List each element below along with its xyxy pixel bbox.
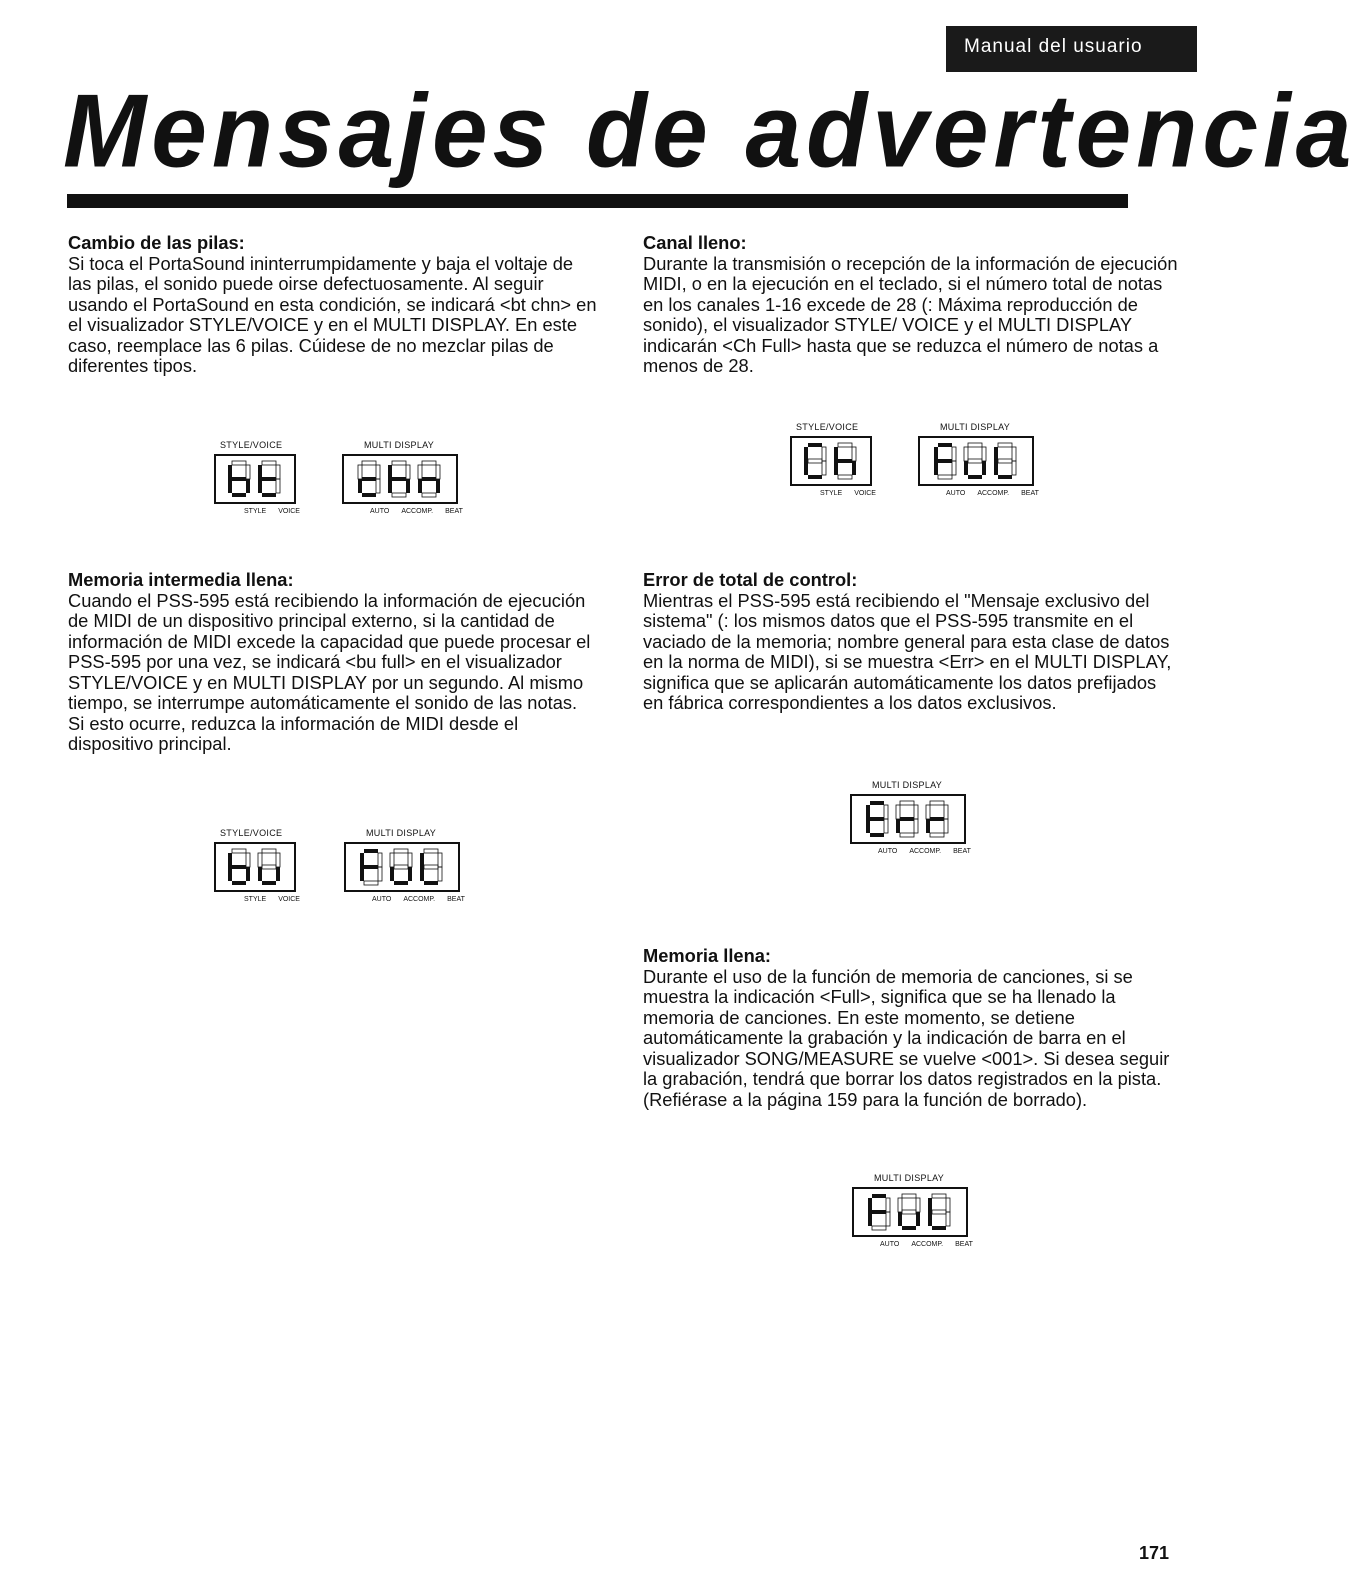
segment-e xyxy=(896,819,900,833)
segment-g xyxy=(232,865,246,869)
segment-b xyxy=(436,465,440,479)
sub-label: ACCOMP. xyxy=(909,848,942,855)
seven-seg-digits xyxy=(863,800,953,838)
segment-d xyxy=(362,493,376,497)
segment-d xyxy=(938,475,952,479)
segment-c xyxy=(436,479,440,493)
segment-d xyxy=(232,881,246,885)
segment-e xyxy=(866,819,870,833)
segment-g xyxy=(394,865,408,869)
segment-c xyxy=(884,819,888,833)
segment-b xyxy=(944,805,948,819)
lcd-panel xyxy=(344,842,460,892)
segment-g xyxy=(968,459,982,463)
segment-d xyxy=(424,881,438,885)
segment-g xyxy=(422,477,436,481)
segment-e xyxy=(390,867,394,881)
segment-d xyxy=(838,475,852,479)
display-sub-labels xyxy=(244,896,312,903)
section-channel-full xyxy=(643,233,1178,377)
segment-g xyxy=(364,865,378,869)
segment-f xyxy=(388,465,392,479)
segment-b xyxy=(246,465,250,479)
segment-c xyxy=(946,1212,950,1226)
sub-label: BEAT xyxy=(445,508,463,515)
segment-f xyxy=(258,853,262,867)
segment-a xyxy=(364,849,378,853)
segment-g xyxy=(392,477,406,481)
sub-label: BEAT xyxy=(1021,490,1039,497)
segment-b xyxy=(1012,447,1016,461)
sub-label: VOICE xyxy=(278,508,300,515)
sub-label: STYLE xyxy=(244,508,267,515)
segment-e xyxy=(834,461,838,475)
segment-g xyxy=(362,477,376,481)
segment-e xyxy=(928,1212,932,1226)
display-sub-labels xyxy=(946,490,1051,497)
section-body: Durante el uso de la función de memoria de canciones, si se muestra la indicación <Full>, significa que se ha llenado la memoria de canciones. En este momento, se detiene automáticamente la grabación y la indicación de barra en el visualizador SONG/MEASURE se vuelve <001>. Si desea seguir la grabación, tendrá que borrar los datos registrados en la pista. (Refiérase a la página 159 para la función de borrado). xyxy=(643,965,1170,1110)
section-heading: Cambio de las pilas: xyxy=(68,232,245,253)
display-sub-labels xyxy=(820,490,888,497)
segment-d xyxy=(262,881,276,885)
segment-e xyxy=(228,867,232,881)
segment-f xyxy=(928,1198,932,1212)
segment-f xyxy=(418,465,422,479)
segment-f xyxy=(390,853,394,867)
segment-f xyxy=(964,447,968,461)
sub-label: ACCOMP. xyxy=(401,508,434,515)
segment-b xyxy=(852,447,856,461)
sub-label: AUTO xyxy=(946,490,966,497)
segment-b xyxy=(378,853,382,867)
segment-e xyxy=(358,479,362,493)
segment-d xyxy=(808,475,822,479)
segment-g xyxy=(998,459,1012,463)
segment-g xyxy=(262,865,276,869)
segment-a xyxy=(394,849,408,853)
segment-f xyxy=(934,447,938,461)
seven-seg-digits xyxy=(225,848,285,886)
segment-a xyxy=(422,461,436,465)
segment-d xyxy=(998,475,1012,479)
segment-a xyxy=(838,443,852,447)
seven-seg-digits xyxy=(355,460,445,498)
lcd-panel xyxy=(918,436,1034,486)
lcd-panel xyxy=(214,454,296,504)
section-heading: Memoria llena: xyxy=(643,945,772,966)
segment-c xyxy=(406,479,410,493)
sub-label: AUTO xyxy=(372,896,392,903)
display-label: STYLE/VOICE xyxy=(796,422,859,432)
section-memory-full xyxy=(643,946,1178,1110)
segment-f xyxy=(868,1198,872,1212)
segment-a xyxy=(998,443,1012,447)
sub-label: ACCOMP. xyxy=(403,896,436,903)
segment-e xyxy=(926,819,930,833)
lcd-panel xyxy=(342,454,458,504)
segment-c xyxy=(822,461,826,475)
segment-c xyxy=(246,867,250,881)
segment-f xyxy=(228,853,232,867)
segment-d xyxy=(872,1226,886,1230)
display-sub-labels xyxy=(244,508,312,515)
segment-g xyxy=(838,459,852,463)
segment-a xyxy=(262,849,276,853)
segment-b xyxy=(952,447,956,461)
segment-a xyxy=(902,1194,916,1198)
lcd-panel xyxy=(852,1187,968,1237)
segment-g xyxy=(262,477,276,481)
display-sub-labels xyxy=(878,848,983,855)
segment-c xyxy=(944,819,948,833)
segment-d xyxy=(932,1226,946,1230)
segment-e xyxy=(388,479,392,493)
segment-b xyxy=(914,805,918,819)
segment-b xyxy=(946,1198,950,1212)
display-label: MULTI DISPLAY xyxy=(366,828,437,838)
segment-b xyxy=(408,853,412,867)
segment-a xyxy=(392,461,406,465)
segment-b xyxy=(884,805,888,819)
segment-a xyxy=(362,461,376,465)
segment-d xyxy=(870,833,884,837)
segment-c xyxy=(378,867,382,881)
segment-d xyxy=(262,493,276,497)
segment-g xyxy=(902,1210,916,1214)
segment-c xyxy=(952,461,956,475)
segment-b xyxy=(886,1198,890,1212)
section-body: Durante la transmisión o recepción de la información de ejecución MIDI, o en la ejecución en el teclado, si el número total de notas en los canales 1-16 excede de 28 (: Máxima reproducción de sonido), el visualizador STYLE/ VOICE y el MULTI DISPLAY indicarán <Ch Full> hasta que se reduzca el número de notas a menos de 28. xyxy=(643,252,1178,376)
lcd-panel xyxy=(850,794,966,844)
multi-display xyxy=(850,780,970,865)
segment-b xyxy=(276,465,280,479)
seven-seg-digits xyxy=(357,848,447,886)
sub-label: VOICE xyxy=(278,896,300,903)
seven-seg-digits xyxy=(225,460,285,498)
page-number: 171 xyxy=(1138,1543,1169,1563)
sub-label: AUTO xyxy=(880,1241,900,1248)
segment-b xyxy=(916,1198,920,1212)
segment-e xyxy=(804,461,808,475)
segment-e xyxy=(934,461,938,475)
segment-c xyxy=(852,461,856,475)
segment-b xyxy=(822,447,826,461)
segment-d xyxy=(930,833,944,837)
segment-e xyxy=(418,479,422,493)
segment-a xyxy=(968,443,982,447)
sub-label: ACCOMP. xyxy=(911,1241,944,1248)
segment-f xyxy=(358,465,362,479)
segment-g xyxy=(872,1210,886,1214)
section-checksum-error xyxy=(643,570,1178,714)
segment-b xyxy=(438,853,442,867)
segment-d xyxy=(968,475,982,479)
segment-c xyxy=(1012,461,1016,475)
segment-d xyxy=(394,881,408,885)
segment-d xyxy=(902,1226,916,1230)
multi-display xyxy=(344,828,464,913)
multi-display xyxy=(918,422,1038,507)
segment-f xyxy=(994,447,998,461)
page-title: Mensajes de advertencia xyxy=(63,72,1356,190)
segment-a xyxy=(900,801,914,805)
segment-c xyxy=(408,867,412,881)
multi-display xyxy=(342,440,462,525)
segment-d xyxy=(422,493,436,497)
segment-g xyxy=(938,459,952,463)
segment-c xyxy=(914,819,918,833)
segment-b xyxy=(982,447,986,461)
segment-e xyxy=(360,867,364,881)
segment-c xyxy=(438,867,442,881)
section-heading: Memoria intermedia llena: xyxy=(68,569,294,590)
seven-seg-digits xyxy=(801,442,861,480)
segment-e xyxy=(228,479,232,493)
segment-e xyxy=(868,1212,872,1226)
display-label: MULTI DISPLAY xyxy=(874,1173,945,1183)
segment-d xyxy=(900,833,914,837)
section-buffer-full xyxy=(68,570,598,755)
segment-c xyxy=(276,867,280,881)
sub-label: STYLE xyxy=(820,490,843,497)
display-label: MULTI DISPLAY xyxy=(364,440,435,450)
segment-a xyxy=(938,443,952,447)
segment-g xyxy=(232,477,246,481)
lcd-panel xyxy=(790,436,872,486)
segment-g xyxy=(870,817,884,821)
segment-c xyxy=(246,479,250,493)
segment-c xyxy=(916,1212,920,1226)
style-voice-display xyxy=(214,828,304,913)
seven-seg-digits xyxy=(865,1193,955,1231)
segment-a xyxy=(932,1194,946,1198)
sub-label: VOICE xyxy=(854,490,876,497)
section-heading: Canal lleno: xyxy=(643,232,747,253)
segment-g xyxy=(424,865,438,869)
segment-a xyxy=(232,849,246,853)
sub-label: BEAT xyxy=(447,896,465,903)
segment-c xyxy=(276,479,280,493)
segment-a xyxy=(424,849,438,853)
display-sub-labels xyxy=(372,896,477,903)
sub-label: BEAT xyxy=(953,848,971,855)
display-label: STYLE/VOICE xyxy=(220,440,283,450)
segment-f xyxy=(420,853,424,867)
segment-b xyxy=(406,465,410,479)
segment-g xyxy=(930,817,944,821)
display-sub-labels xyxy=(370,508,475,515)
sub-label: AUTO xyxy=(370,508,390,515)
display-sub-labels xyxy=(880,1241,985,1248)
segment-d xyxy=(392,493,406,497)
section-body: Cuando el PSS-595 está recibiendo la información de ejecución de MIDI de un dispositivo principal externo, si la cantidad de información de MIDI excede la capacidad que puede procesar el PSS-595 por una vez, se indicará <bu full> en el visualizador STYLE/VOICE y en MULTI DISPLAY por un segundo. Al mismo tiempo, se interrumpe automáticamente el sonido de las notas. Si esto ocurre, reduzca la información de MIDI desde el dispositivo principal. xyxy=(68,589,591,754)
segment-e xyxy=(994,461,998,475)
segment-f xyxy=(804,447,808,461)
segment-e xyxy=(420,867,424,881)
segment-f xyxy=(926,805,930,819)
segment-f xyxy=(866,805,870,819)
segment-a xyxy=(870,801,884,805)
segment-d xyxy=(232,493,246,497)
sub-label: ACCOMP. xyxy=(977,490,1010,497)
segment-a xyxy=(808,443,822,447)
sub-label: AUTO xyxy=(878,848,898,855)
segment-b xyxy=(246,853,250,867)
segment-f xyxy=(896,805,900,819)
segment-g xyxy=(808,459,822,463)
seven-seg-digits xyxy=(931,442,1021,480)
segment-a xyxy=(262,461,276,465)
segment-a xyxy=(930,801,944,805)
segment-b xyxy=(276,853,280,867)
lcd-panel xyxy=(214,842,296,892)
segment-f xyxy=(834,447,838,461)
multi-display xyxy=(852,1173,972,1258)
segment-d xyxy=(364,881,378,885)
segment-c xyxy=(982,461,986,475)
segment-e xyxy=(258,867,262,881)
segment-e xyxy=(898,1212,902,1226)
sub-label: BEAT xyxy=(955,1241,973,1248)
segment-c xyxy=(376,479,380,493)
style-voice-display xyxy=(214,440,304,525)
section-heading: Error de total de control: xyxy=(643,569,858,590)
display-label: STYLE/VOICE xyxy=(220,828,283,838)
segment-a xyxy=(232,461,246,465)
segment-f xyxy=(898,1198,902,1212)
segment-b xyxy=(376,465,380,479)
segment-f xyxy=(228,465,232,479)
segment-f xyxy=(360,853,364,867)
segment-f xyxy=(258,465,262,479)
title-rule xyxy=(67,194,1128,208)
style-voice-display xyxy=(790,422,880,507)
segment-g xyxy=(900,817,914,821)
sub-label: STYLE xyxy=(244,896,267,903)
segment-e xyxy=(258,479,262,493)
section-battery-change xyxy=(68,233,598,377)
display-label: MULTI DISPLAY xyxy=(940,422,1011,432)
display-label: MULTI DISPLAY xyxy=(872,780,943,790)
segment-g xyxy=(932,1210,946,1214)
section-body: Mientras el PSS-595 está recibiendo el "Mensaje exclusivo del sistema" (: los mismos datos que el PSS-595 transmite en el vaciado de la memoria; nombre general para esta clase de datos en la norma de MIDI), si se muestra <Err> en el MULTI DISPLAY, significa que se aplicarán automáticamente los datos prefijados en fábrica correspondientes a los datos exclusivos. xyxy=(643,589,1172,713)
segment-a xyxy=(872,1194,886,1198)
manual-tab: Manual del usuario xyxy=(946,26,1197,72)
section-body: Si toca el PortaSound ininterrumpidamente y baja el voltaje de las pilas, el sonido puede oirse defectuosamente. Al seguir usando el PortaSound en esta condición, se indicará <bt chn> en el visualizador STYLE/VOICE y en el MULTI DISPLAY. En este caso, reemplace las 6 pilas. Cúidese de no mezclar pilas de diferentes tipos. xyxy=(68,252,597,376)
segment-c xyxy=(886,1212,890,1226)
segment-e xyxy=(964,461,968,475)
